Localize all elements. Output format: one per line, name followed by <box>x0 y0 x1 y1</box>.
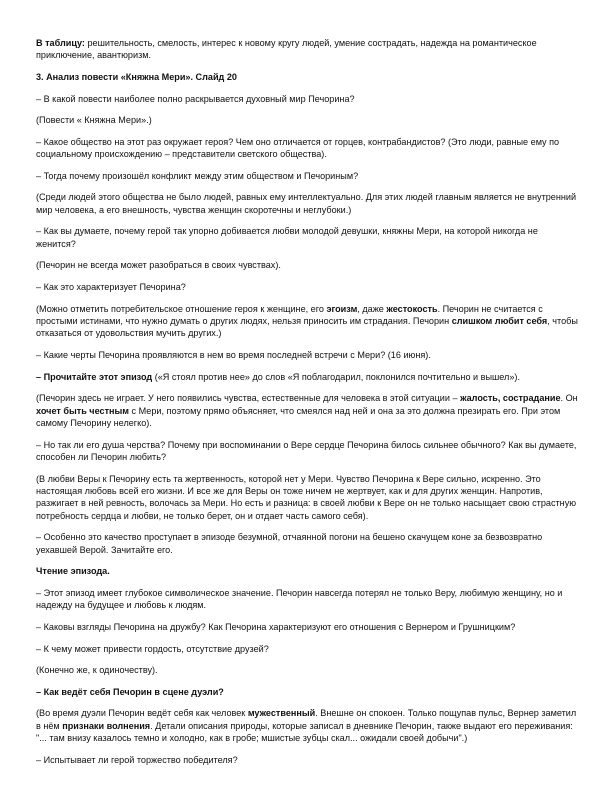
bold-text: эгоизм <box>326 303 358 314</box>
section-heading <box>36 71 578 83</box>
paragraph <box>36 754 578 766</box>
paragraph <box>36 191 578 216</box>
text-run: – Каковы взгляды Печорина на дружбу? Как Печорина характеризуют его отношения с Вернером и Грушницким? <box>36 621 516 632</box>
paragraph <box>36 439 578 464</box>
text-run: (Можно отметить потребительское отношение героя к женщине, его <box>36 303 327 314</box>
text-run: – Этот эпизод имеет глубокое символическое значение. Печорин навсегда потерял не только Веру, любимую женщину, но и надежду на будущее и любовь к людям. <box>36 587 563 611</box>
text-run: (В любви Веры к Печорину есть та жертвенность, которой нет у Мери. Чувство Печорина к Вере сильно, искренно. Это настоящая любовь всей его жизни. И все же для Веры он тоже ничем не жертвует, как и для других женщин. Напротив, разжигает в ней ревность, волочась за Мери. Но есть и разница: в своей любви к Вере он не только насыщает свою страстную потребность сердца и любви, не только берет, он и отдает часть самого себя). <box>36 473 577 521</box>
paragraph <box>36 707 578 744</box>
paragraph <box>36 531 578 556</box>
text-run: , чтобы отказаться от удовольствия мучить других.) <box>36 315 578 339</box>
paragraph <box>36 259 578 271</box>
paragraph <box>36 349 578 361</box>
text-run: (Среди людей этого общества не было людей, равных ему интеллектуально. Для этих людей главным является не внутренний мир человека, а его внешность, чувства женщин скоротечны и неглубоки.) <box>36 192 577 215</box>
text-run: – Испытывает ли герой торжество победителя? <box>36 754 238 765</box>
text-run: . Печорин не считается с простыми истинами, что нужно думать о других людях, нельзя приносить им страдания. Печорин <box>36 303 543 326</box>
text-run: . Он <box>560 393 578 404</box>
bold-text: В таблицу: <box>36 38 85 48</box>
text-run: (Конечно же, к одиночеству). <box>36 665 158 676</box>
text-run: – Особенно это качество проступает в эпизоде безумной, отчаянной погони на бешено скачущем коне за безвозвратно уехавшей Верой. Зачитайте его. <box>36 532 543 555</box>
paragraph <box>36 643 578 655</box>
paragraph <box>36 664 578 676</box>
bold-text: – Как ведёт себя Печорин в сцене дуэли? <box>36 686 224 697</box>
text-run: . Детали описания природы, которые записал в дневнике Печорин, также выдают его переживания: "... там внизу казалось темно и холодно, как в гробе; мшистые зубцы скал... ожидали своей добычи".) <box>36 720 573 744</box>
paragraph <box>36 281 578 293</box>
text-run: (Печорин не всегда может разобраться в своих чувствах). <box>36 260 281 271</box>
bold-text: жалость, сострадание <box>460 393 561 404</box>
paragraph <box>36 473 578 523</box>
text-run: – Какое общество на этот раз окружает героя? Чем оно отличается от горцев, контрабандистов? (Это люди, равные ему по социальному происхождению – представители светского общества). <box>36 136 560 160</box>
text-run: (Во время дуэли Печорин ведёт себя как человек <box>36 708 248 719</box>
text-run: (Повести « Княжна Мери».) <box>36 115 152 126</box>
bold-text: жестокость <box>386 303 438 314</box>
text-run: – Как вы думаете, почему герой так упорно добивается любви молодой девушки, княжны Мери, на которой никогда не женится? <box>36 226 538 249</box>
text-run: – Тогда почему произошёл конфликт между этим обществом и Печориным? <box>36 170 359 181</box>
paragraph <box>36 225 578 250</box>
text-run: («Я стоял против нее» до слов «Я поблагодарил, поклонился почтительно и вышел»). <box>152 371 520 382</box>
bold-text: 3. Анализ повести «Княжна Мери». Слайд 20 <box>36 72 237 82</box>
text-run: – В какой повести наиболее полно раскрывается духовный мир Печорина? <box>36 93 355 104</box>
document-body <box>36 37 578 775</box>
bold-text: слишком любит себя <box>451 315 548 326</box>
paragraph <box>36 136 578 161</box>
text-run: , даже <box>357 303 387 314</box>
text-run: – Как это характеризует Печорина? <box>36 281 186 292</box>
text-run: – Какие черты Печорина проявляются в нем во время последней встречи с Мери? (16 июня). <box>36 349 431 360</box>
bold-text: – Прочитайте этот эпизод <box>36 371 153 382</box>
text-run: (Печорин здесь не играет. У него появились чувства, естественные для человека в этой ситуации – <box>36 393 461 404</box>
text-run: . Внешне он спокоен. Только пощупав пульс, Вернер заметил в нём <box>36 708 577 731</box>
paragraph <box>36 371 578 383</box>
bold-text: признаки волнения <box>62 720 151 731</box>
bold-text: мужественный <box>247 708 316 719</box>
paragraph <box>36 93 578 105</box>
paragraph <box>36 303 578 340</box>
section-heading <box>36 565 578 577</box>
paragraph <box>36 170 578 182</box>
bold-text: хочет быть честным <box>36 405 130 416</box>
text-run: с Мери, поэтому прямо объясняет, что смеялся над ней и она за это должна презирать его. При этом самому Печорину нелегко). <box>36 405 561 428</box>
text-run: – Но так ли его душа черства? Почему при воспоминании о Вере сердце Печорина билось сильнее обычного? Как вы думаете, способен ли Печорин любить? <box>36 439 577 462</box>
paragraph <box>36 587 578 612</box>
paragraph <box>36 392 578 429</box>
paragraph <box>36 37 578 62</box>
text-run: – К чему может привести гордость, отсутствие друзей? <box>36 643 269 654</box>
text-run: решительность, смелость, интерес к новому кругу людей, умение сострадать, надежда на романтическое приключение, авантюризм. <box>36 38 537 61</box>
bold-text: Чтение эпизода. <box>36 566 110 577</box>
paragraph <box>36 621 578 633</box>
paragraph <box>36 114 578 126</box>
paragraph <box>36 686 578 698</box>
